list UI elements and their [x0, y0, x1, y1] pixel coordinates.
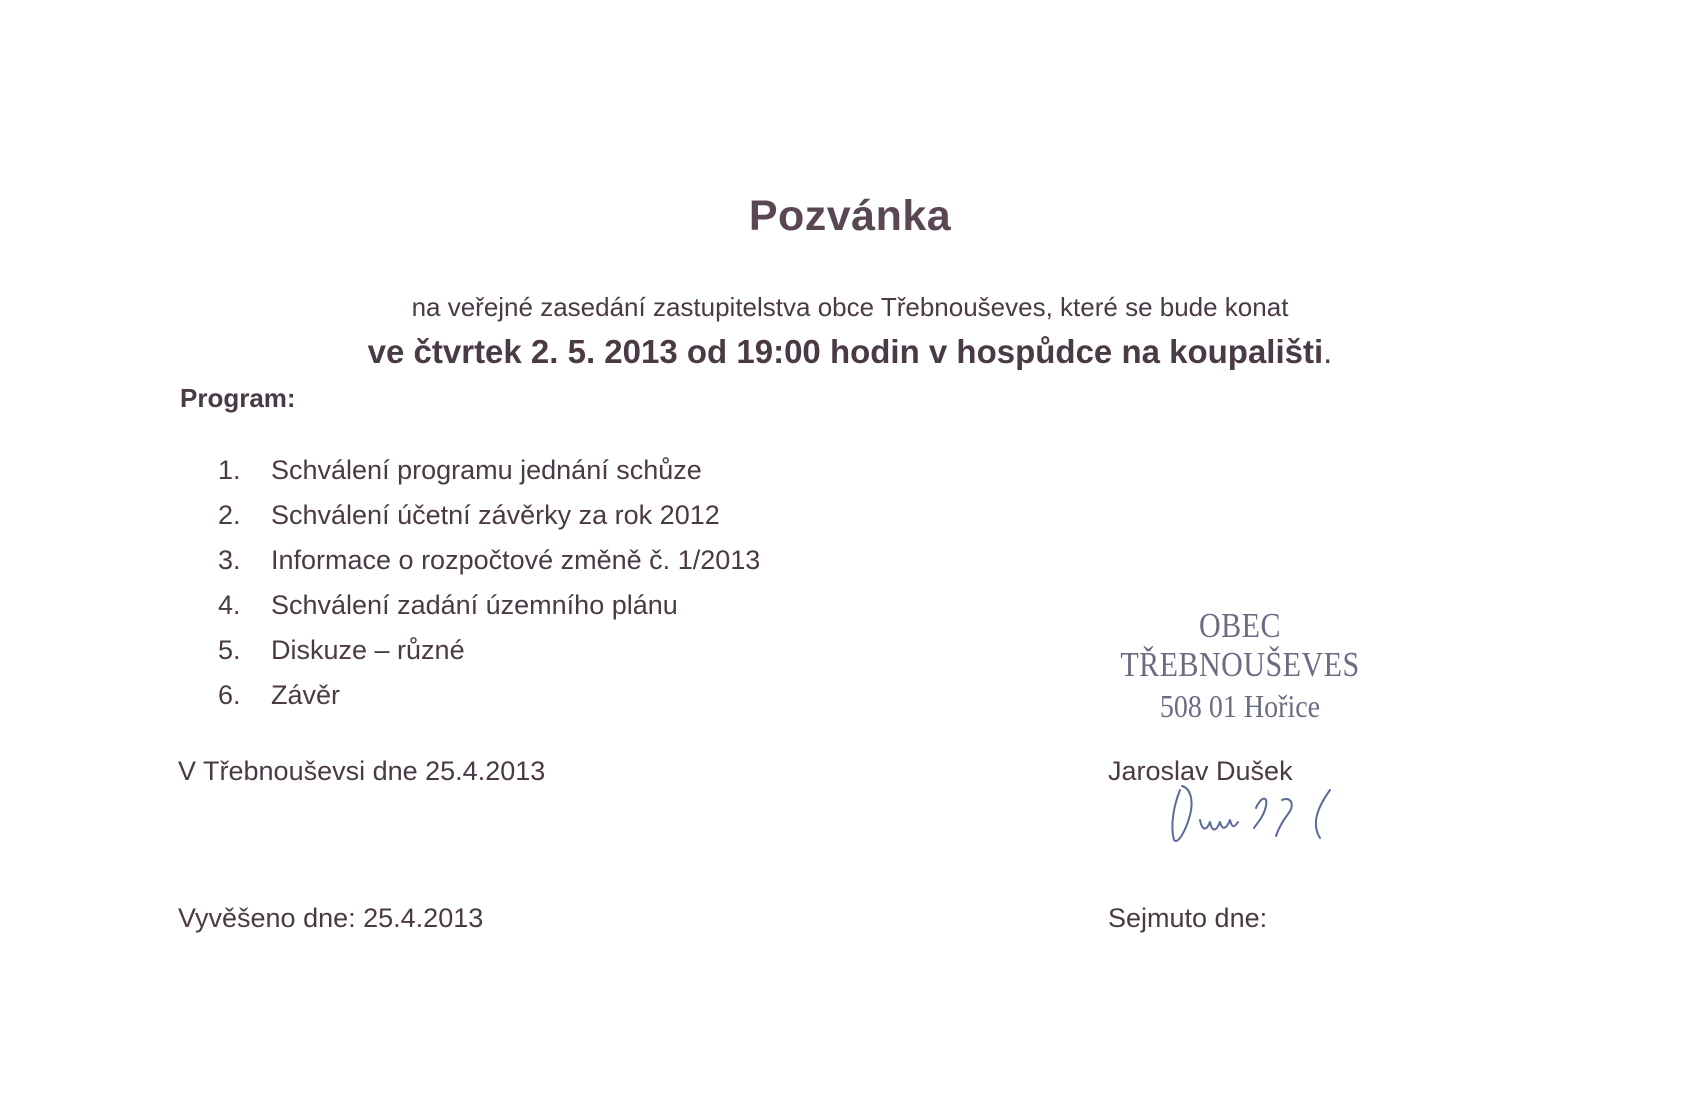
agenda-item-number: 5.	[218, 635, 241, 665]
agenda-list	[218, 455, 760, 725]
municipal-stamp	[1080, 606, 1400, 726]
handwritten-signature	[1160, 770, 1350, 850]
agenda-item-text: Diskuze – různé	[271, 635, 465, 665]
stamp-line-name: OBEC TŘEBNOUŠEVES	[1120, 606, 1360, 684]
meeting-date-period: .	[1323, 333, 1333, 370]
program-label: Program:	[180, 383, 296, 413]
agenda-item-number: 3.	[218, 545, 241, 575]
removed-date: Sejmuto dne:	[1108, 903, 1268, 933]
agenda-item	[218, 680, 760, 725]
agenda-item	[218, 545, 760, 590]
place-and-date: V Třebnouševsi dne 25.4.2013	[178, 756, 546, 786]
agenda-item-number: 6.	[218, 680, 241, 710]
agenda-item	[218, 590, 760, 635]
agenda-item-text: Schválení programu jednání schůze	[271, 455, 702, 485]
agenda-item-number: 2.	[218, 500, 241, 530]
agenda-item-text: Závěr	[271, 680, 341, 710]
stamp-line-address: 508 01 Hořice	[1159, 689, 1321, 726]
intro-text: na veřejné zasedání zastupitelstva obce Třebnouševes, které se bude konat	[411, 292, 1289, 322]
agenda-item-number: 1.	[218, 455, 241, 485]
agenda-item-text: Schválení účetní závěrky za rok 2012	[271, 500, 720, 530]
agenda-item-text: Informace o rozpočtové změně č. 1/2013	[271, 545, 761, 575]
agenda-item-text: Schválení zadání územního plánu	[271, 590, 678, 620]
meeting-date-line	[0, 333, 1700, 371]
agenda-item	[218, 635, 760, 680]
page-title: Pozvánka	[748, 192, 952, 240]
meeting-date-text: ve čtvrtek 2. 5. 2013 od 19:00 hodin v hospůdce na koupališti	[367, 333, 1324, 370]
agenda-item-number: 4.	[218, 590, 241, 620]
posted-date: Vyvěšeno dne: 25.4.2013	[178, 903, 484, 933]
agenda-item	[218, 500, 760, 545]
agenda-item	[218, 455, 760, 500]
signer-name: Jaroslav Dušek	[1108, 756, 1293, 786]
